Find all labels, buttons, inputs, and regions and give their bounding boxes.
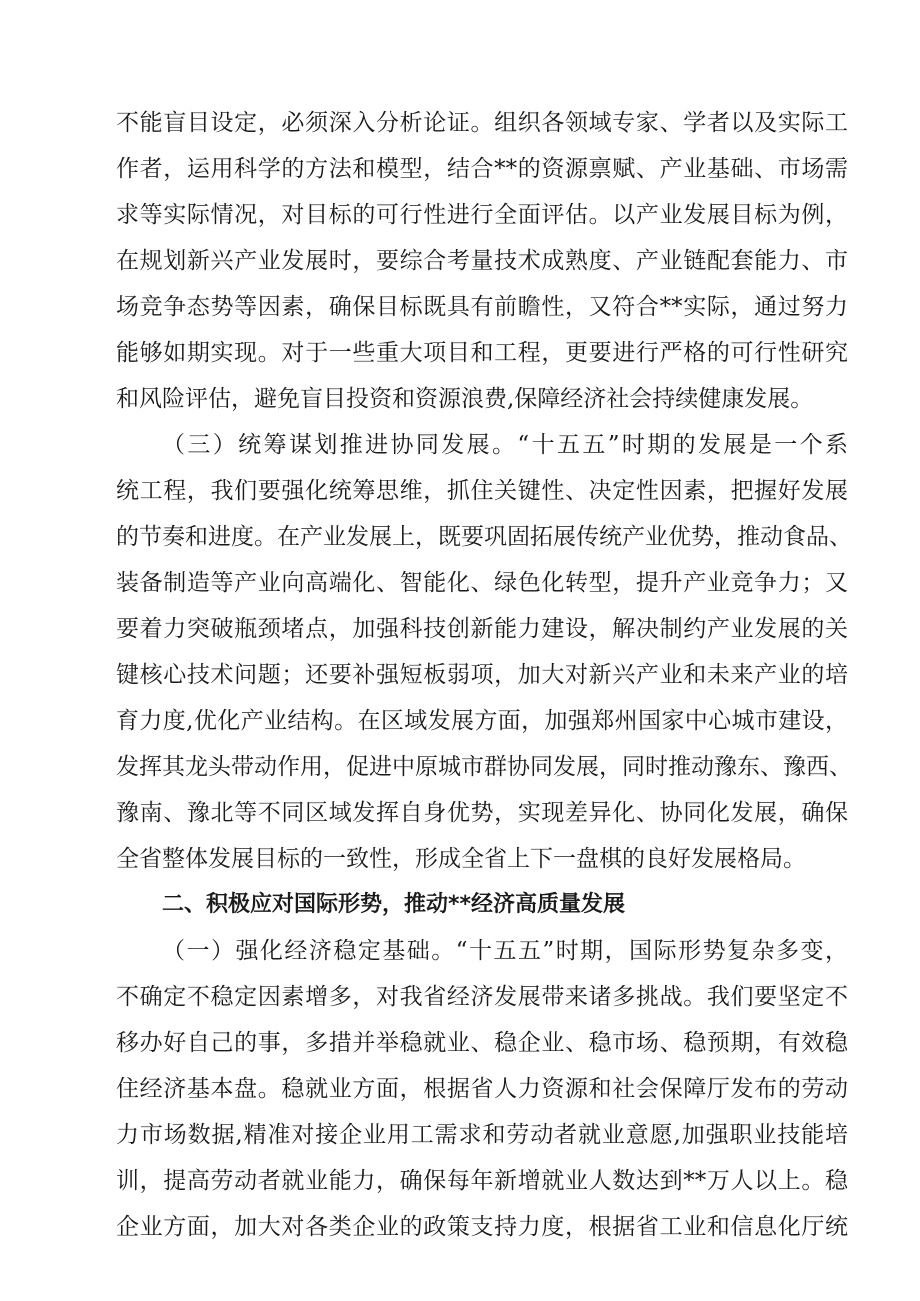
- text-line: 场竞争态势等因素，确保目标既具有前瞻性，又符合**实际，通过努力: [116, 294, 848, 320]
- text-line: （三）统筹谋划推进协同发展。“十五五”时期的发展是一个系: [162, 432, 848, 458]
- text-line: 键核心技术问题；还要补强短板弱项，加大对新兴产业和未来产业的培: [116, 662, 848, 688]
- text-line: 豫南、豫北等不同区域发挥自身优势，实现差异化、协同化发展，确保: [116, 800, 848, 826]
- text-line: 全省整体发展目标的一致性，形成全省上下一盘棋的良好发展格局。: [116, 846, 806, 872]
- text-line: 的节奏和进度。在产业发展上，既要巩固拓展传统产业优势，推动食品、: [116, 524, 852, 550]
- text-line: 能够如期实现。对于一些重大项目和工程，更要进行严格的可行性研究: [116, 340, 848, 366]
- text-line: 训，提高劳动者就业能力，确保每年新增就业人数达到**万人以上。稳: [116, 1168, 848, 1194]
- text-line: 统工程，我们要强化统筹思维，抓住关键性、决定性因素，把握好发展: [116, 478, 848, 504]
- text-line: （一）强化经济稳定基础。“十五五”时期，国际形势复杂多变，: [162, 938, 848, 964]
- text-line: 装备制造等产业向高端化、智能化、绿色化转型，提升产业竞争力；又: [116, 570, 848, 596]
- text-line: 和风险评估，避免盲目投资和资源浪费,保障经济社会持续健康发展。: [116, 386, 814, 412]
- text-line: 育力度,优化产业结构。在区域发展方面，加强郑州国家中心城市建设，: [116, 708, 848, 734]
- section-heading: 二、积极应对国际形势，推动**经济高质量发展: [162, 892, 626, 917]
- text-line: 不能盲目设定，必须深入分析论证。组织各领域专家、学者以及实际工: [116, 110, 848, 136]
- text-line: 在规划新兴产业发展时，要综合考量技术成熟度、产业链配套能力、市: [116, 248, 848, 274]
- paragraph: [116, 928, 848, 1250]
- paragraph: [116, 100, 848, 422]
- text-line: 不确定不稳定因素增多，对我省经济发展带来诸多挑战。我们要坚定不: [116, 984, 848, 1010]
- text-line: 住经济基本盘。稳就业方面，根据省人力资源和社会保障厅发布的劳动: [116, 1076, 848, 1102]
- text-line: 移办好自己的事，多措并举稳就业、稳企业、稳市场、稳预期，有效稳: [116, 1030, 848, 1056]
- text-line: 企业方面，加大对各类企业的政策支持力度，根据省工业和信息化厅统: [116, 1214, 848, 1240]
- body-text: [116, 100, 852, 1250]
- paragraph: [116, 422, 852, 882]
- text-line: 求等实际情况，对目标的可行性进行全面评估。以产业发展目标为例，: [116, 202, 848, 228]
- text-line: 力市场数据,精准对接企业用工需求和劳动者就业意愿,加强职业技能培: [116, 1122, 848, 1148]
- text-line: 要着力突破瓶颈堵点，加强科技创新能力建设，解决制约产业发展的关: [116, 616, 848, 642]
- text-line: 发挥其龙头带动作用，促进中原城市群协同发展，同时推动豫东、豫西、: [116, 754, 852, 780]
- text-line: 作者，运用科学的方法和模型，结合**的资源禀赋、产业基础、市场需: [116, 156, 848, 182]
